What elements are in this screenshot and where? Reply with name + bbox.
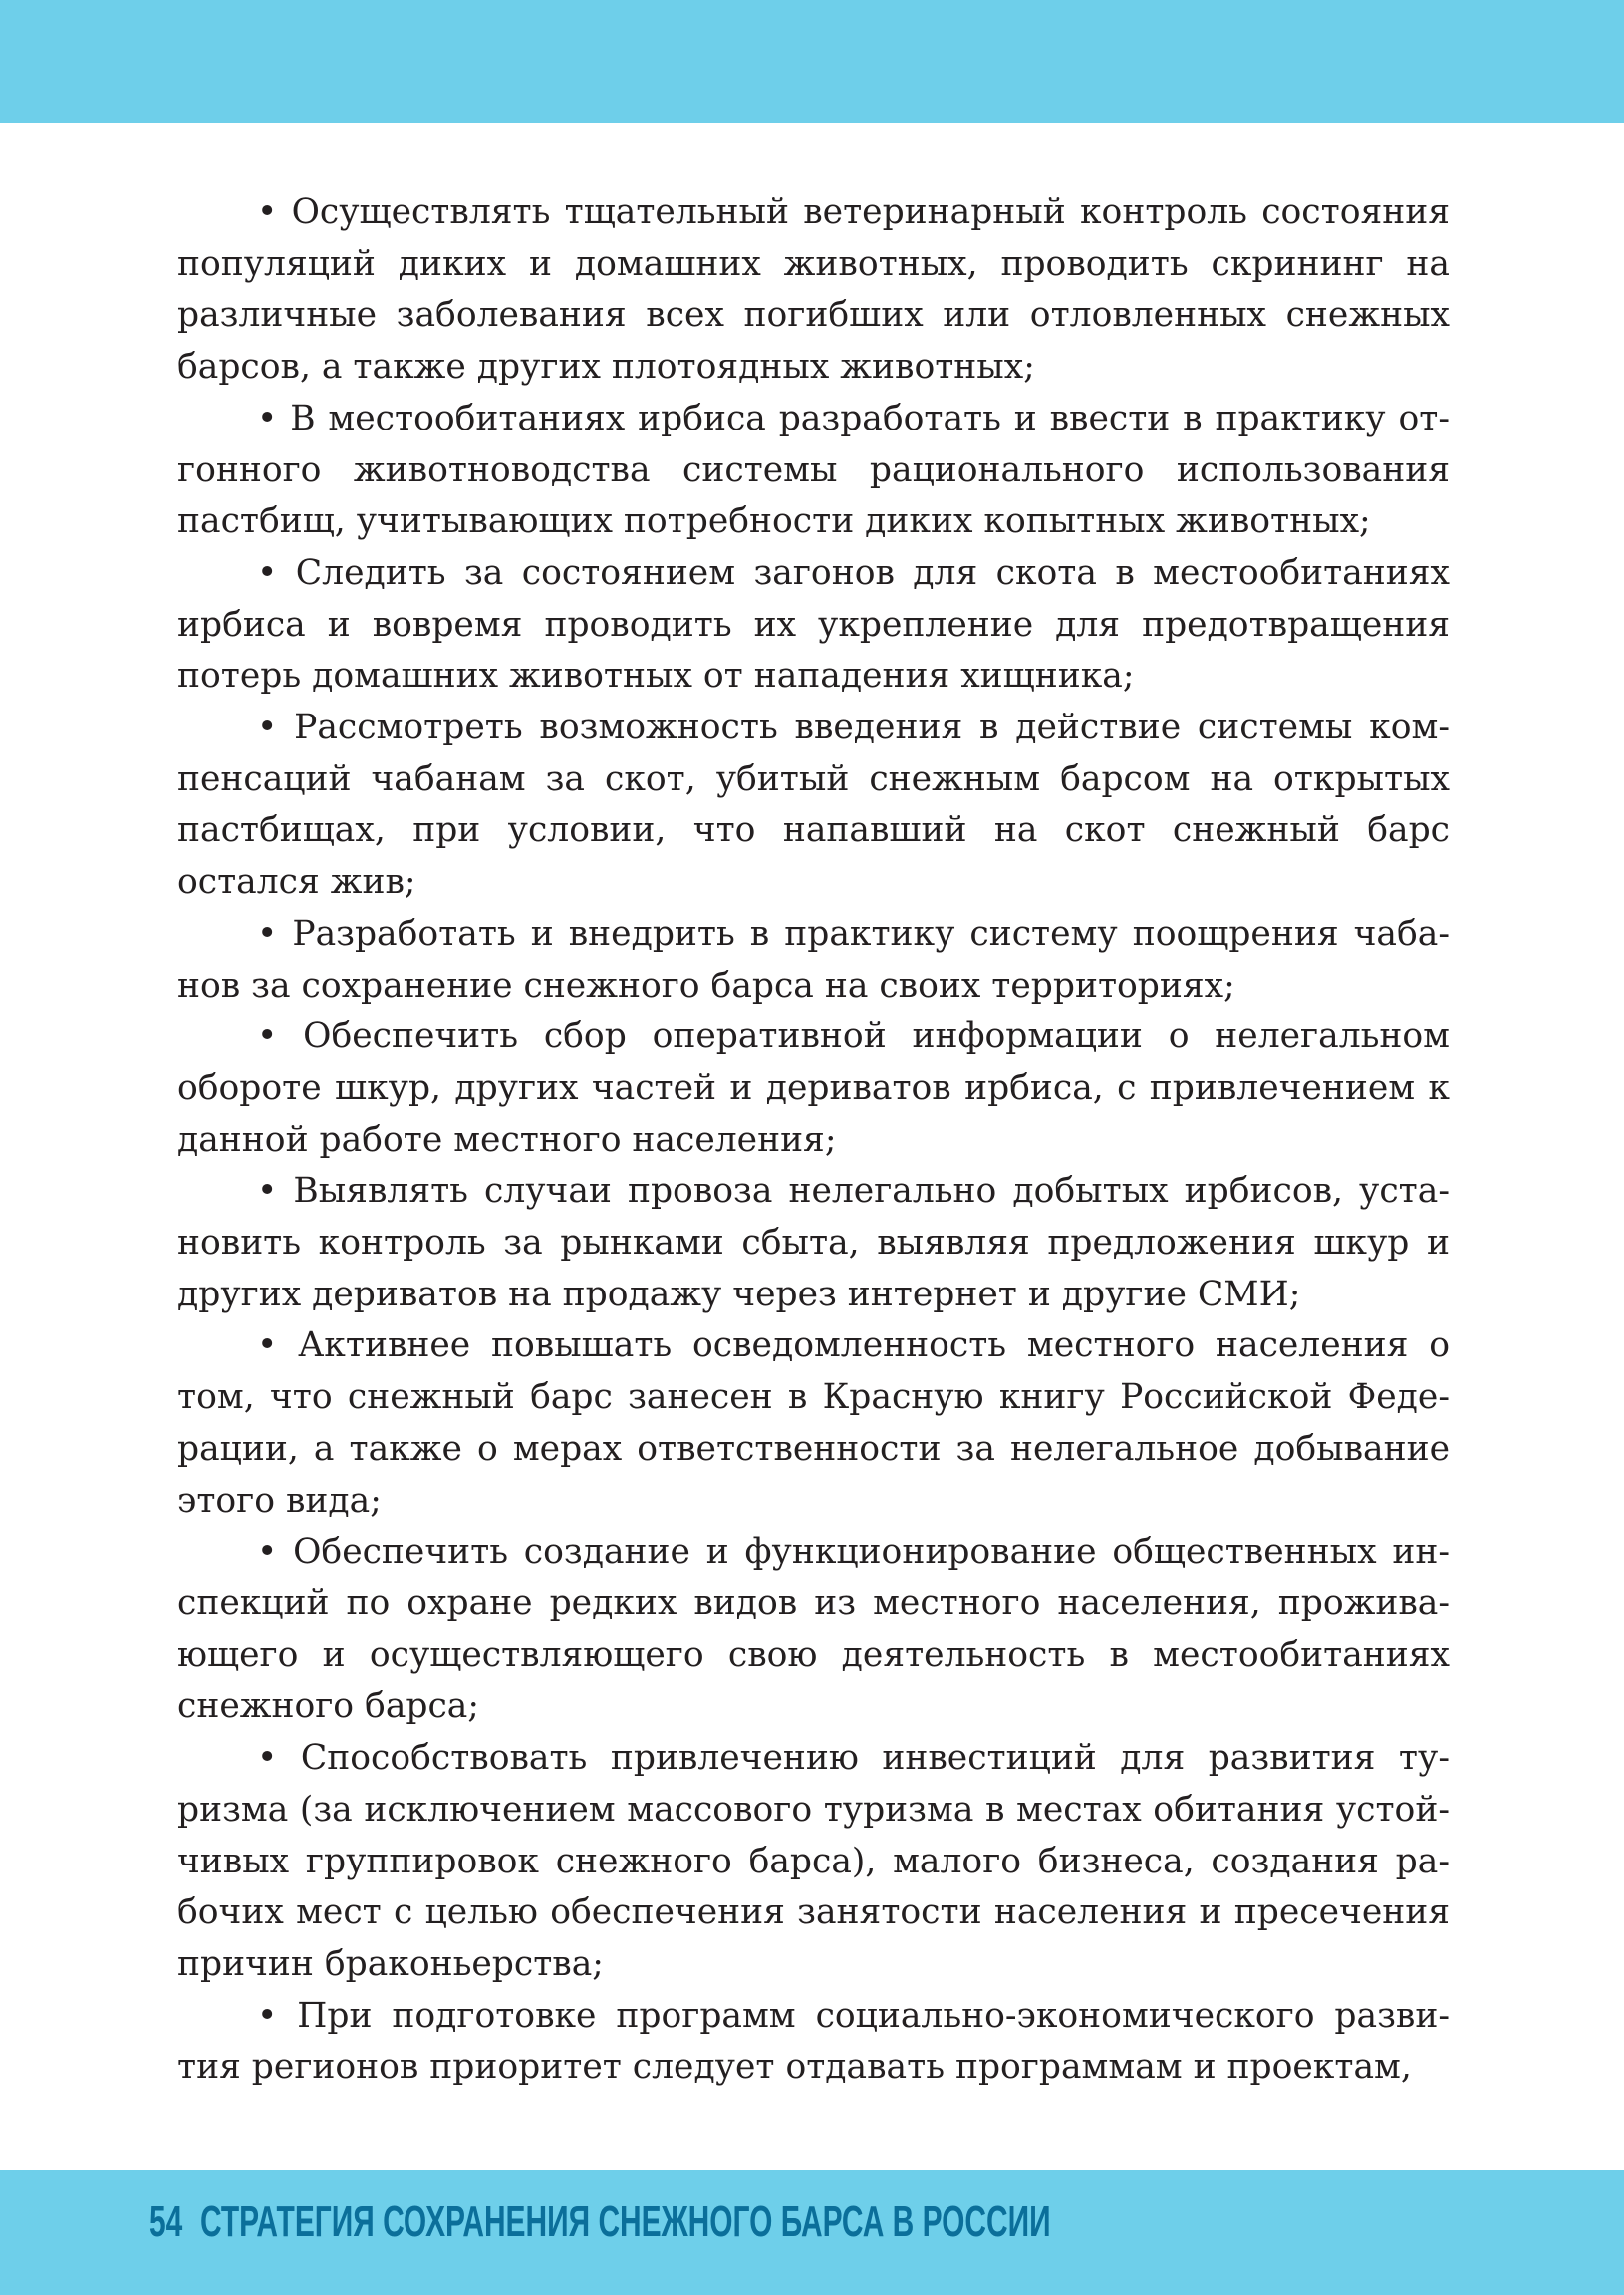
paragraph-shepherd-incentives: • Разработать и внедрить в практику систему поощрения чабанов за сохранение снежного барса на своих территориях; (177, 913, 1450, 1005)
paragraph-vet-control: • Осуществлять тщательный ветеринарный контроль состояния популяций диких и домашних животных, проводить скрининг на различные заболевания всех погибших или отловленных снежных барсов, а также других плотоядных животных; (177, 192, 1450, 388)
running-footer (149, 2197, 1051, 2247)
paragraph-awareness: • Активнее повышать осведомленность местного населения о том, что снежный барс занесен в Красную книгу Российской Федерации, а также о мерах ответственности за нелегальное добывание этого вида; (177, 1325, 1450, 1521)
paragraph-public-inspections: • Обеспечить создание и функционирование общественных инспекций по охране редких видов из местного населения, проживающего и осуществляющего свою деятельность в местообитаниях снежного барса; (177, 1532, 1450, 1727)
paragraph-pasture-system: • В местообитаниях ирбиса разработать и ввести в практику отгонного животноводства системы рационального использования пастбищ, учитывающих потребности диких копытных животных; (177, 398, 1450, 542)
paragraph-investments: • Способствовать привлечению инвестиций для развития туризма (за исключением массового туризма в местах обитания устойчивых группировок снежного барса), малого бизнеса, создания рабочих мест с целью обеспечения занятости населения и пресечения причин браконьерства; (177, 1738, 1450, 1984)
paragraph-compensation: • Рассмотреть возможность введения в действие системы компенсаций чабанам за скот, убитый снежным барсом на открытых пастбищах, при условии, что напавший на скот снежный барс остался жив; (177, 708, 1450, 903)
publication-title: СТРАТЕГИЯ СОХРАНЕНИЯ СНЕЖНОГО БАРСА В РОССИИ (199, 2197, 1051, 2246)
paragraph-livestock-pens: • Следить за состоянием загонов для скота в местообитаниях ирбиса и вовремя проводить их укрепление для предотвращения потерь домашних животных от нападения хищника; (177, 552, 1450, 697)
paragraph-regional-programs: • При подготовке программ социально-экономического развития регионов приоритет следует отдавать программам и проектам, (177, 1995, 1450, 2088)
page-number: 54 (149, 2197, 183, 2246)
body-text (177, 187, 1450, 2094)
header-band (0, 0, 1624, 123)
paragraph-smuggling-control: • Выявлять случаи провоза нелегально добытых ирбисов, установить контроль за рынками сбыта, выявляя предложения шкур и других дериватов на продажу через интернет и другие СМИ; (177, 1171, 1450, 1314)
paragraph-illegal-trade-info: • Обеспечить сбор оперативной информации о нелегальном обороте шкур, других частей и дериватов ирбиса, с привлечением к данной работе местного населения; (177, 1016, 1450, 1160)
